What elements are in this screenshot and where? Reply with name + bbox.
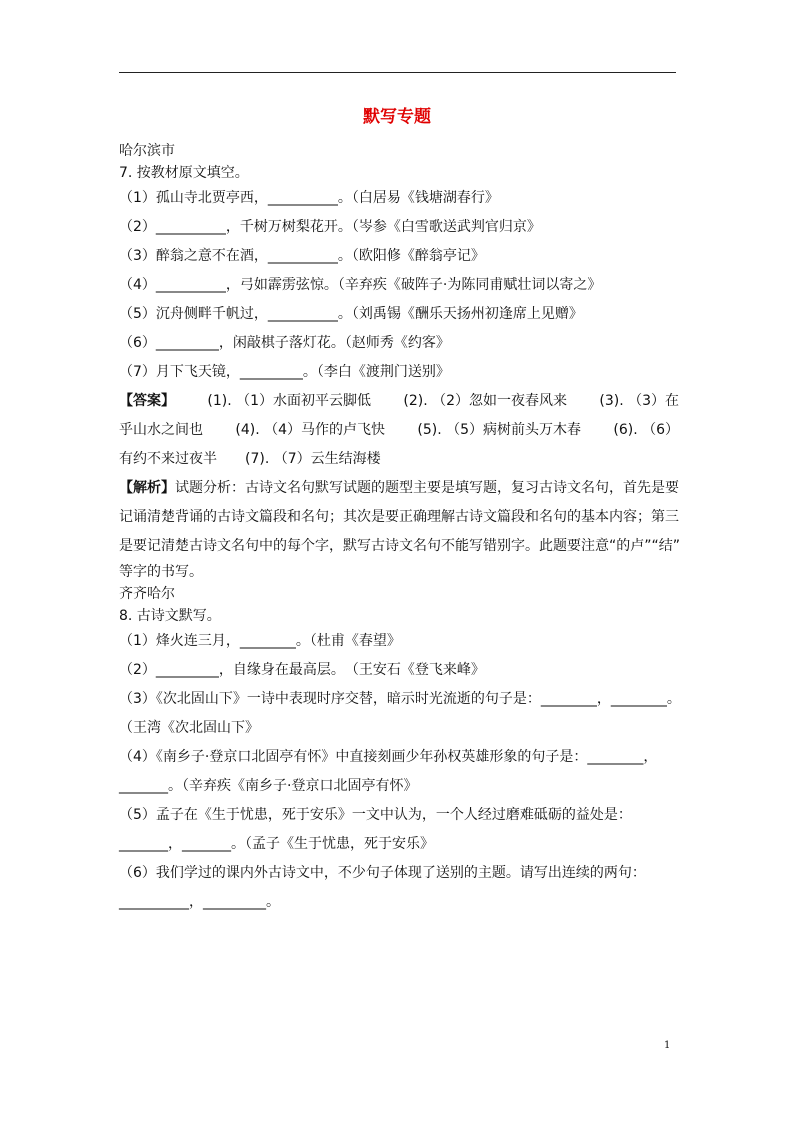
question-item: （4）《南乡子·登京口北固亭有怀》中直接刻画少年孙权英雄形象的句子是：________，: [119, 749, 658, 765]
question-item: （1）烽火连三月，________。（杜甫《春望》: [119, 633, 401, 649]
analysis-label: 【解析】: [119, 480, 175, 496]
analysis-line: 等字的书写。: [119, 564, 203, 580]
answer-line: [119, 416, 679, 445]
answer-part: (5). （5）病树前头万木春: [417, 422, 581, 438]
question-heading: 7. 按教材原文填空。: [119, 165, 249, 181]
question-item: （1）孤山寺北贾亭西，__________。（白居易《钱塘湖春行》: [119, 190, 499, 206]
answer-part: (6). （6）: [613, 422, 679, 438]
question-item: （3）醉翁之意不在酒，__________。（欧阳修《醉翁亭记》: [119, 248, 485, 264]
answer-label: 【答案】: [119, 393, 175, 409]
question-item: （6）我们学过的课内外古诗文中，不少句子体现了送别的主题。请写出连续的两句：: [119, 865, 646, 881]
city-label: 哈尔滨市: [119, 143, 175, 159]
question-item: （3）《次北固山下》一诗中表现时序交替，暗示时光流逝的句子是：________，________。: [119, 691, 681, 707]
question-heading: 8. 古诗文默写。: [119, 608, 221, 624]
header-rule: [119, 72, 676, 73]
analysis-line: [119, 474, 679, 503]
question-item: （2）_________，自缘身在最高层。 （王安石《登飞来峰》: [119, 662, 485, 678]
question-item: （王湾《次北固山下》: [119, 720, 259, 736]
question-item: （2）__________，千树万树梨花开。（岑参《白雪歌送武判官归京》: [119, 219, 541, 235]
analysis-text: 试题分析：古诗文名句默写试题的题型主要是填写题，复习古诗文名句，首先是要: [175, 480, 679, 496]
question-item: __________，_________。: [119, 894, 280, 910]
answer-part: 乎山水之间也: [119, 422, 203, 438]
city-label: 齐齐哈尔: [119, 586, 175, 602]
answer-part: (1). （1）水面初平云脚低: [207, 393, 371, 409]
answer-line: 有约不来过夜半 (7). （7）云生结海楼: [119, 451, 381, 467]
answer-part: (3). （3）在: [599, 393, 679, 409]
question-item: （7）月下飞天镜，_________。（李白《渡荆门送别》: [119, 364, 450, 380]
page-title: 默写专题: [363, 107, 431, 127]
document-body: [119, 140, 679, 917]
question-item: （5）孟子在《生于忧患，死于安乐》一文中认为，一个人经过磨难砥砺的益处是：: [119, 807, 632, 823]
question-item: _______，_______。（孟子《生于忧患，死于安乐》: [119, 836, 434, 852]
question-item: _______。（辛弃疾《南乡子·登京口北固亭有怀》: [119, 778, 418, 794]
answer-part: (2). （2）忽如一夜春风来: [403, 393, 567, 409]
answer-part: (4). （4）马作的卢飞快: [235, 422, 385, 438]
question-item: （5）沉舟侧畔千帆过，__________。（刘禹锡《酬乐天扬州初逢席上见赠》: [119, 306, 583, 322]
analysis-line: 是要记清楚古诗文名句中的每个字，默写古诗文名句不能写错别字。此题要注意“的卢”“结”: [119, 538, 681, 554]
page-number: 1: [664, 1040, 671, 1051]
question-item: （4）__________，弓如霹雳弦惊。（辛弃疾《破阵子·为陈同甫赋壮词以寄之》: [119, 277, 602, 293]
question-item: （6）_________，闲敲棋子落灯花。（赵师秀《约客》: [119, 335, 450, 351]
answer-line: [119, 387, 679, 416]
analysis-line: 记诵清楚背诵的古诗文篇段和名句；其次是要正确理解古诗文篇段和名句的基本内容；第三: [119, 509, 679, 525]
